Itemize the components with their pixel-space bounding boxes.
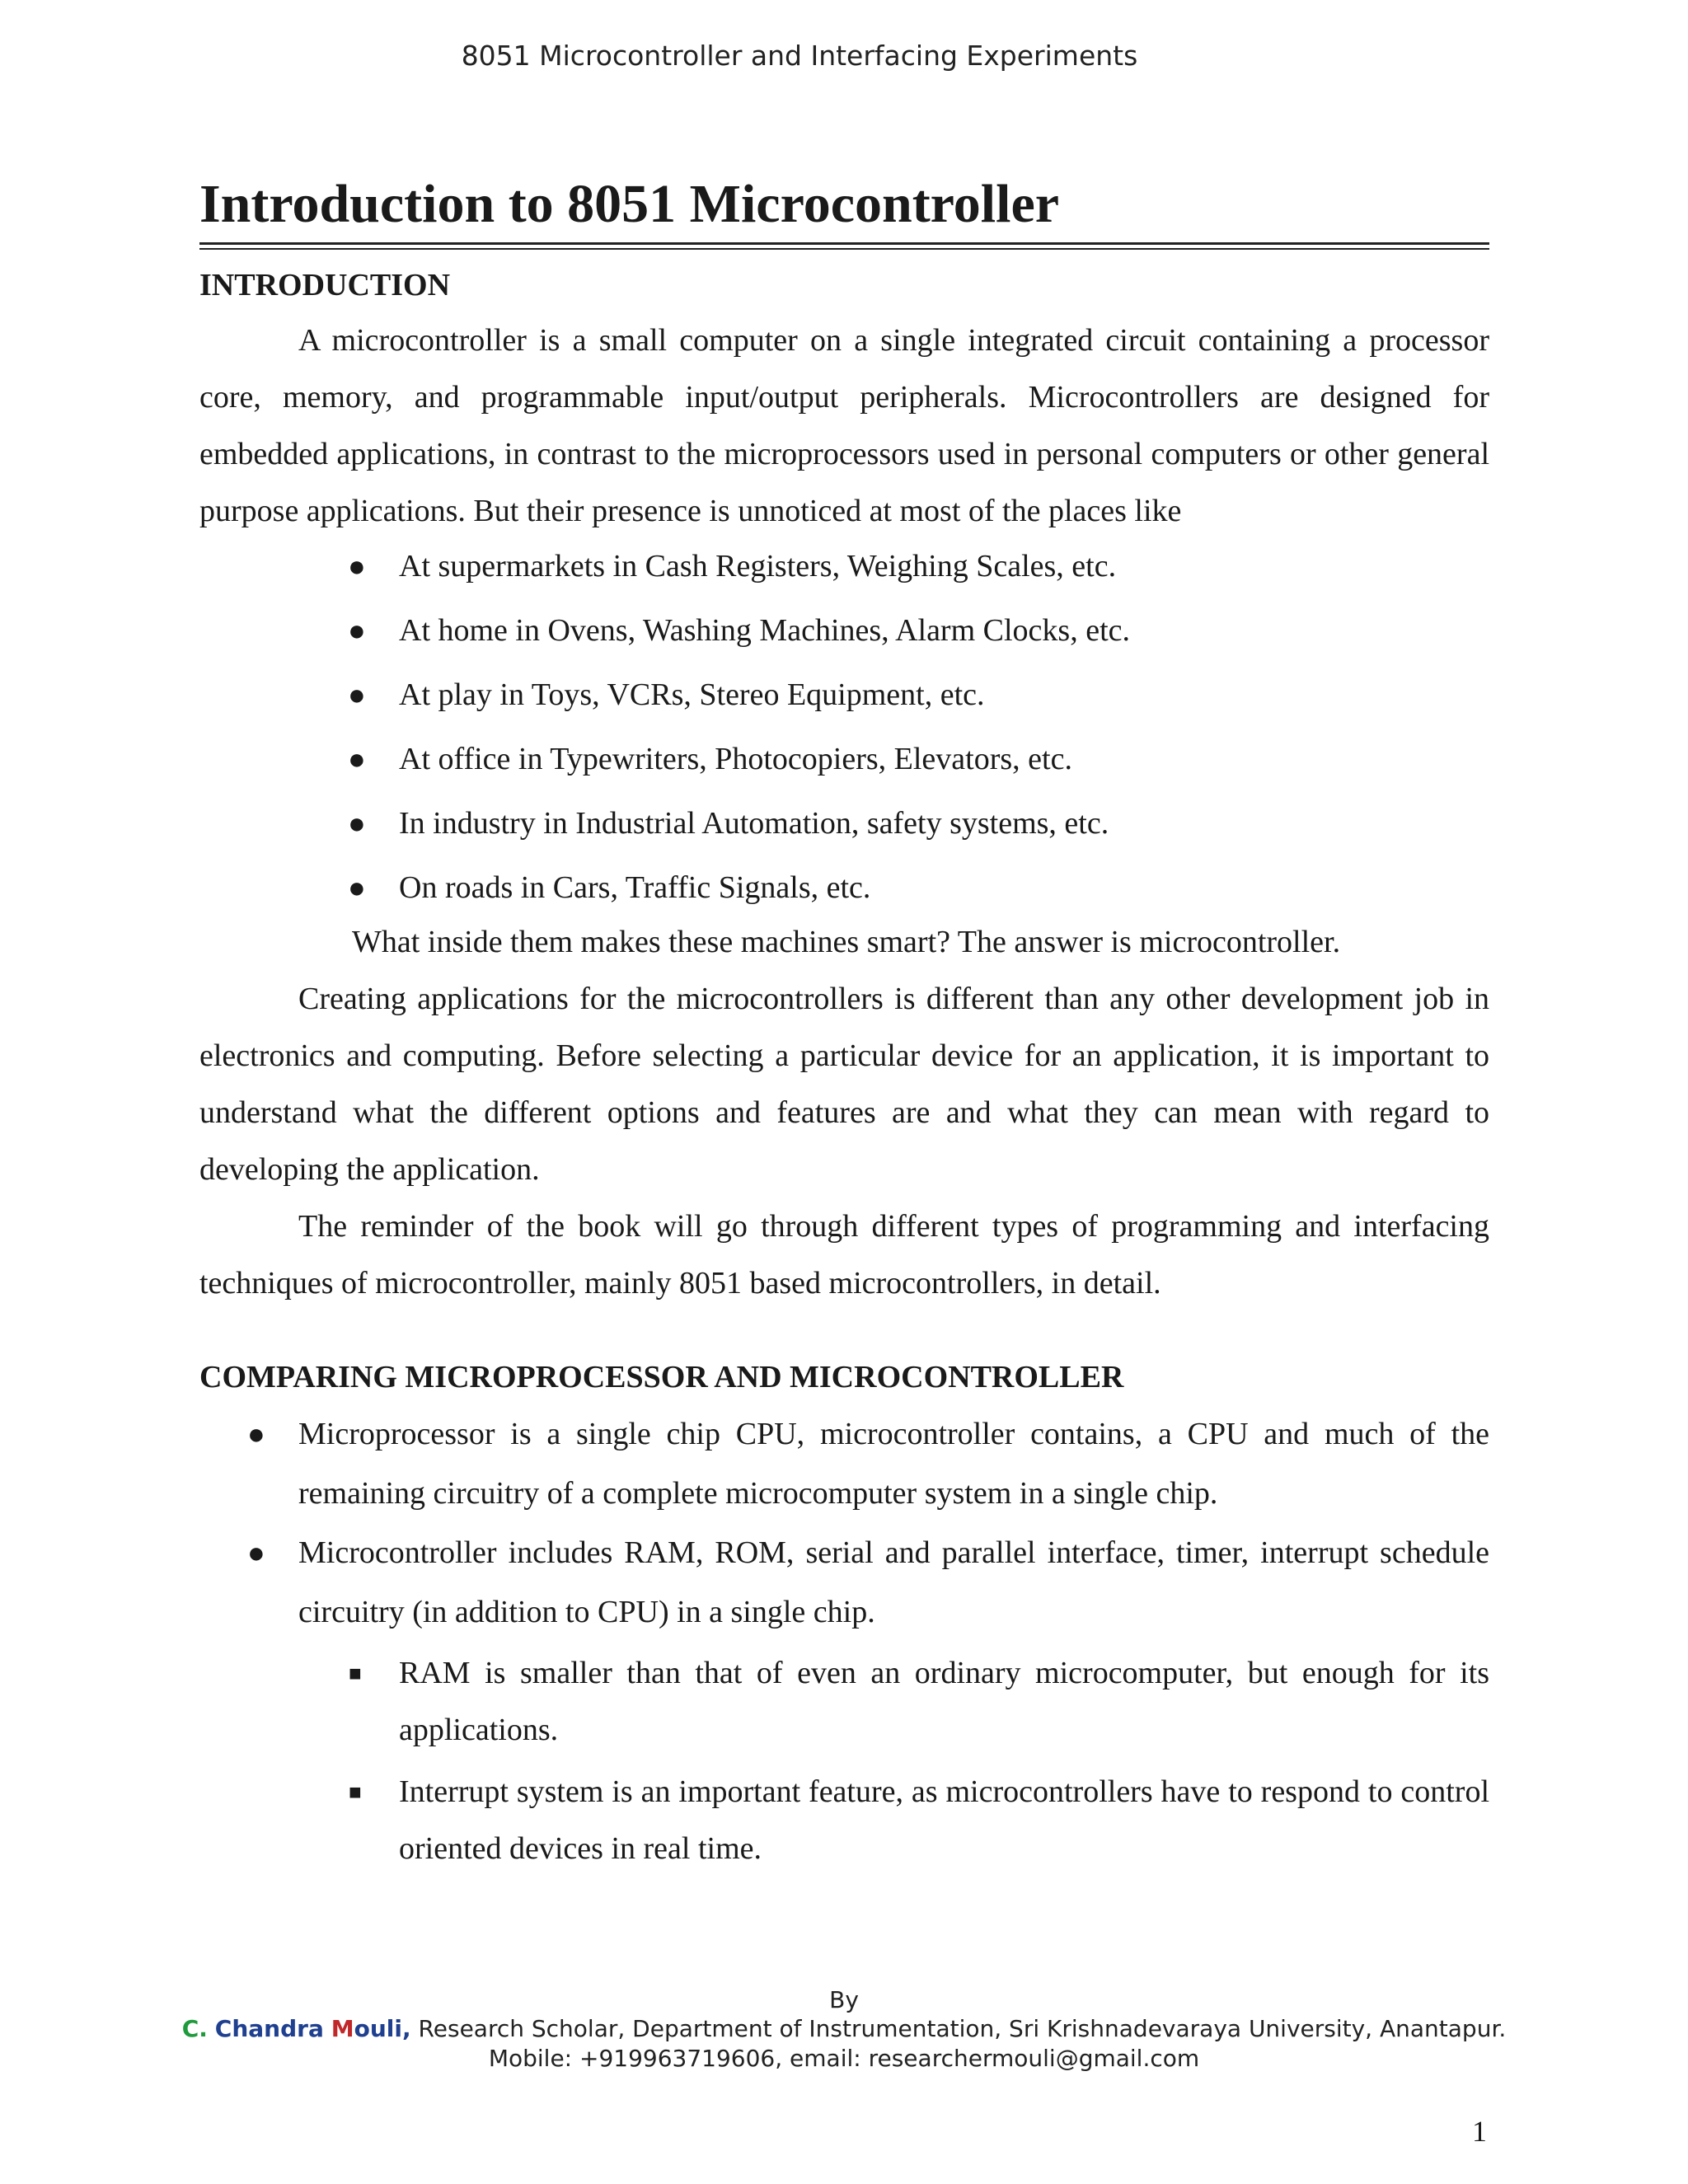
bullet-icon: ●	[348, 871, 366, 904]
bullet-icon: ●	[348, 807, 366, 840]
page-footer	[0, 1986, 1688, 2074]
comparison-sub-list	[199, 1645, 1489, 1877]
list-item-text: In industry in Industrial Automation, safety systems, etc.	[399, 806, 1109, 841]
footer-author-line	[0, 2014, 1688, 2044]
list-item	[199, 739, 1489, 779]
bullet-icon: ●	[348, 743, 366, 776]
list-item	[199, 1404, 1489, 1523]
section-heading-comparing: COMPARING MICROPROCESSOR AND MICROCONTROLLER	[199, 1360, 1124, 1394]
author-first-rest: handra	[232, 2015, 324, 2042]
list-item-text: At play in Toys, VCRs, Stereo Equipment, etc.	[399, 677, 985, 712]
author-first-initial: C	[214, 2015, 232, 2042]
list-item-text: At home in Ovens, Washing Machines, Alarm Clocks, etc.	[399, 613, 1130, 648]
section-heading-introduction: INTRODUCTION	[199, 268, 451, 302]
question-line: What inside them makes these machines smart? The answer is microcontroller.	[352, 925, 1341, 959]
page-title: Introduction to 8051 Microcontroller	[199, 174, 1060, 234]
author-initial: C.	[181, 2015, 208, 2042]
square-bullet-icon: ■	[349, 1780, 362, 1804]
author-last-rest: ouli,	[354, 2015, 411, 2042]
sub-list-item	[199, 1764, 1489, 1877]
page-content	[199, 170, 1489, 1877]
intro-paragraph-2: Creating applications for the microcontrollers is different than any other development job in electronics and computing. Before selecting a particular device for an application, it is important to understand what the different options and features are and what they can mean with regard to developing the application.	[199, 982, 1489, 1187]
list-item-text: On roads in Cars, Traffic Signals, etc.	[399, 870, 871, 905]
list-item	[199, 611, 1489, 650]
list-item	[199, 868, 1489, 907]
footer-contact: Mobile: +919963719606, email: researchermouli@gmail.com	[488, 2045, 1200, 2072]
comparison-list	[199, 1404, 1489, 1642]
page-number: 1	[1472, 2115, 1487, 2148]
author-affiliation: Research Scholar, Department of Instrumentation, Sri Krishnadevaraya University, Anantapur.	[410, 2015, 1507, 2042]
list-item-text: At office in Typewriters, Photocopiers, Elevators, etc.	[399, 742, 1072, 776]
list-item	[199, 546, 1489, 586]
bullet-icon: ●	[247, 1536, 265, 1569]
list-item-text: Microprocessor is a single chip CPU, microcontroller contains, a CPU and much of the remaining circuitry of a complete microcomputer system in a single chip.	[298, 1417, 1489, 1511]
author-last-initial: M	[331, 2015, 354, 2042]
title-double-rule	[199, 242, 1489, 250]
running-header: 8051 Microcontroller and Interfacing Experiments	[461, 40, 1138, 72]
list-item	[199, 804, 1489, 843]
sub-list-item-text: Interrupt system is an important feature, as microcontrollers have to respond to control oriented devices in real time.	[399, 1774, 1489, 1866]
intro-paragraph-3: The reminder of the book will go through different types of programming and interfacing techniques of microcontroller, mainly 8051 based microcontrollers, in detail.	[199, 1209, 1489, 1301]
author-name	[182, 2015, 411, 2042]
footer-by: By	[829, 1986, 859, 2013]
square-bullet-icon: ■	[349, 1661, 362, 1685]
bullet-icon: ●	[348, 550, 366, 583]
list-item	[199, 675, 1489, 715]
intro-paragraph-1: A microcontroller is a small computer on a single integrated circuit containing a processor core, memory, and programmable input/output peripherals. Microcontrollers are designed for embedded applications, in contrast to the microprocessors used in personal computers or other general purpose applications. But their presence is unnoticed at most of the places like	[199, 323, 1489, 528]
list-item	[199, 1523, 1489, 1642]
bullet-icon: ●	[348, 614, 366, 647]
list-item-text: At supermarkets in Cash Registers, Weighing Scales, etc.	[399, 549, 1117, 583]
places-list	[199, 546, 1489, 907]
bullet-icon: ●	[348, 678, 366, 711]
list-item-text: Microcontroller includes RAM, ROM, serial and parallel interface, timer, interrupt schedule circuitry (in addition to CPU) in a single chip.	[298, 1535, 1489, 1629]
sub-list-item-text: RAM is smaller than that of even an ordinary microcomputer, but enough for its applications.	[399, 1656, 1489, 1747]
sub-list-item	[199, 1645, 1489, 1759]
bullet-icon: ●	[247, 1418, 265, 1451]
